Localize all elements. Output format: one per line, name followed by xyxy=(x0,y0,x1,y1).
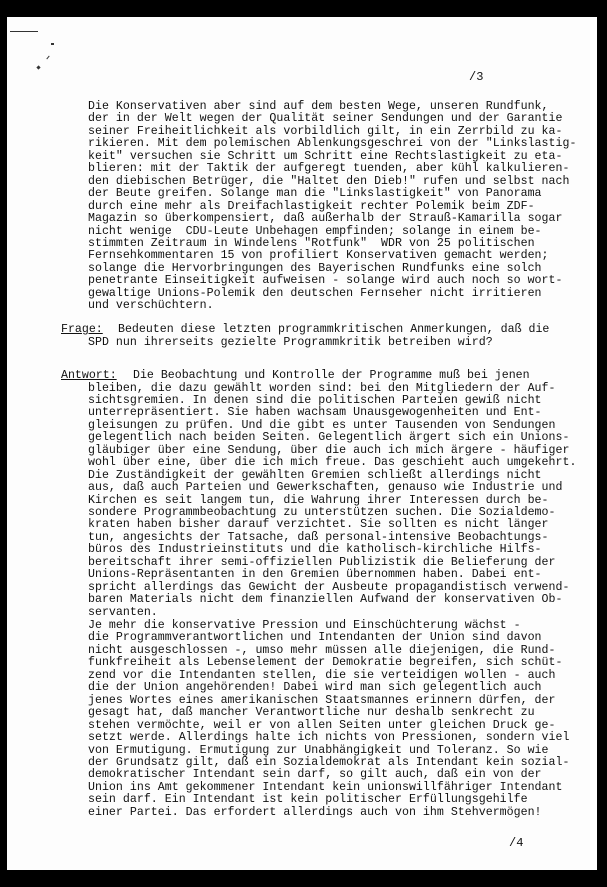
text-line: von Ermutigung. Ermutigung zur Unabhängigkeit und Toleranz. So wie xyxy=(88,743,549,757)
text-line: der Grundsatz gilt, daß ein Sozialdemokrat als Intendant kein sozial- xyxy=(88,755,570,769)
text-line: setzt werde. Allerdings halte ich nichts von Pressionen, sondern viel xyxy=(88,731,570,745)
text-line: spricht allerdings das Gewicht der Ausbeute propagandistisch verwend- xyxy=(88,580,570,594)
text-line: Die Konservativen aber sind auf dem besten Wege, unseren Rundfunk, xyxy=(88,100,549,113)
text-line: wohl über eine, über die ich mich freue. Das geschieht auch umgekehrt. xyxy=(88,456,577,470)
text-line: gleisungen zu prüfen. Und die gibt es unter Tausenden von Sendungen xyxy=(88,418,556,432)
text-line: funkfreiheit als Lebenselement der Demokratie begreifen, sich schüt- xyxy=(88,656,563,670)
scan-mark xyxy=(51,43,54,45)
text-line: bleiben, die dazu gewählt worden sind: bei den Mitgliedern der Auf- xyxy=(88,381,556,395)
text-line: gläubiger über eine Sendung, über die auch ich mich ärgere - häufiger xyxy=(88,443,570,457)
text-line: stimmten Zeitraum in Windelens "Rotfunk" WDR von 25 politischen xyxy=(88,236,535,250)
text-line: seiner Freiheitlichkeit als vorbildlich gilt, in ein Zerrbild zu ka- xyxy=(88,124,563,138)
page-number-bottom: /4 xyxy=(509,836,524,850)
question-first-line: Bedeuten diese letzten programmkritischen Anmerkungen, daß die xyxy=(118,323,550,336)
text-line: blieren: mit der Taktik der aufgeregt tuenden, aber kühl kalkulieren- xyxy=(88,162,570,176)
paragraph-1 xyxy=(88,101,576,313)
text-line: die der Union angehörenden! Dabei wird man sich gelegentlich auch xyxy=(88,681,542,695)
text-line: Je mehr die konservative Pression und Einschüchterung wächst - xyxy=(88,619,521,632)
text-line: kraten haben bisher darauf verzichtet. Sie sollten es nicht länger xyxy=(88,518,549,532)
text-line: der Beute greifen. Solange man die "Linkslastigkeit" von Panorama xyxy=(88,187,542,201)
text-line: büros des Industrieinstituts und die katholisch-kirchliche Hilfs- xyxy=(88,543,542,557)
text-line: stehen vermöchte, weil er von allen Seiten unter gleichen Druck ge- xyxy=(88,718,556,732)
text-line: gelegentlich nach beiden Seiten. Gelegentlich ärgert sich ein Unions- xyxy=(88,431,570,445)
text-line: gesagt hat, daß mancher Verantwortliche nur deshalb senkrecht zu xyxy=(88,706,535,720)
text-line: Die Zuständigkeit der gewählten Gremien schließt allerdings nicht xyxy=(88,468,542,482)
text-line: zend vor die Intendanten stellen, die sie verteidigen wollen - auch xyxy=(88,668,556,682)
question-label: Frage: xyxy=(61,323,103,336)
text-line: demokratischer Intendant sein darf, so gilt auch, daß ein von der xyxy=(88,768,542,782)
text-line: Kirchen es seit langem tun, die Wahrung ihrer Interessen durch be- xyxy=(88,493,549,507)
text-line: Union ins Amt gekommener Intendant kein unionswillfähriger Intendant xyxy=(88,780,563,794)
text-line: aus, daß auch Parteien und Gewerkschaften, genauso wie Industrie und xyxy=(88,481,563,495)
answer-text xyxy=(88,383,576,620)
text-line: Unions-Repräsentanten in den Gremien übernommen haben. Dabei ent- xyxy=(88,568,542,582)
text-line: gewaltige Unions-Polemik den deutschen Fernseher nicht irritieren xyxy=(88,286,542,300)
text-line: keit" versuchen sie Schritt um Schritt eine Rechtslastigkeit zu eta- xyxy=(88,149,563,163)
answer-label: Antwort: xyxy=(61,369,117,382)
question-text xyxy=(88,337,493,349)
text-line: solange die Hervorbringungen des Bayerischen Rundfunks eine solch xyxy=(88,261,542,275)
text-line: sichtsgremien. In denen sind die politischen Parteien gewiß nicht xyxy=(88,393,542,407)
answer-first-line: Die Beobachtung und Kontrolle der Programme muß bei jenen xyxy=(133,369,530,382)
text-line: tun, angesichts der Tatsache, daß personal-intensive Beobachtungs- xyxy=(88,530,549,544)
text-line: sondere Programmbeobachtung zu unterstützen suchen. Die Sozialdemo- xyxy=(88,506,556,520)
text-line: durch eine mehr als Dreifachlastigkeit rechter Polemik beim ZDF- xyxy=(88,199,535,213)
scan-mark xyxy=(10,31,38,32)
text-line: nicht wenige CDU-Leute Unbehagen empfinden; solange in einem be- xyxy=(88,224,542,238)
text-line: unterrepräsentiert. Sie haben wachsam Unausgewogenheiten und Ent- xyxy=(88,406,542,420)
text-line: nicht ausgeschlossen -, umso mehr müssen alle diejenigen, die Rund- xyxy=(88,643,556,657)
text-line: den diebischen Betrüger, die "Haltet den Dieb!" rufen und selbst nach xyxy=(88,174,570,188)
text-line: jenes Wortes eines amerikanischen Staatsmannes erinnern dürfen, der xyxy=(88,693,556,707)
text-line: und verschüchtern. xyxy=(88,299,214,313)
text-line: die Programmverantwortlichen und Intendanten der Union sind davon xyxy=(88,631,542,645)
text-line: rikieren. Mit dem polemischen Ablenkungsgeschrei von der "Linkslastig- xyxy=(88,137,577,151)
text-line: der in der Welt wegen der Qualität seiner Sendungen und der Garantie xyxy=(88,112,563,126)
text-line: SPD nun ihrerseits gezielte Programmkritik betreiben wird? xyxy=(88,335,493,349)
text-line: bereitschaft ihrer semi-offiziellen Publizistik die Belieferung der xyxy=(88,555,556,569)
text-line: Magazin so überkompensiert, daß außerhalb der Strauß-Kamarilla sogar xyxy=(88,212,563,226)
paragraph-3 xyxy=(88,620,569,819)
text-line: sein darf. Ein Intendant ist kein politischer Erfüllungsgehilfe xyxy=(88,793,528,807)
text-line: einer Partei. Das erfordert allerdings auch von ihm Stehvermögen! xyxy=(88,805,542,819)
text-line: baren Materials nicht dem finanziellen Aufwand der konservativen Ob- xyxy=(88,593,563,607)
text-line: servanten. xyxy=(88,605,158,619)
page-number-top: /3 xyxy=(469,70,484,84)
text-line: Fernsehkommentaren 15 von profiliert Konservativen gemacht werden; xyxy=(88,249,549,263)
text-line: penetrante Einseitigkeit aufweisen - solange wird auch noch so wort- xyxy=(88,274,563,288)
